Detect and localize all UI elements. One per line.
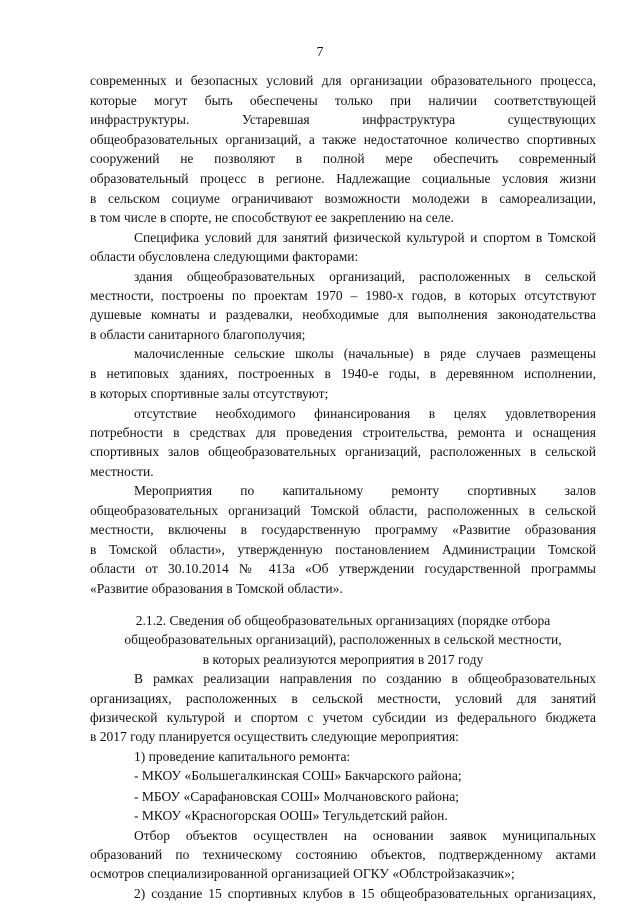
text-line: местности.	[90, 463, 154, 479]
text-line: в сельском социуме ограничивают возможности молодежи в самореализации,	[90, 190, 596, 206]
text-line: которые могут быть обеспечены только при наличии соответствующей	[90, 93, 596, 109]
text-line: образований по техническому состоянию объектов, подтвержденному актами	[90, 846, 596, 862]
section-heading-line: 2.1.2. Сведения об общеобразовательных организациях (порядке отбора	[135, 612, 551, 628]
text-line: области от 30.10.2014 № 413а «Об утверждении государственной программы	[90, 561, 596, 577]
text-line: потребности в средствах для проведения строительства, ремонта и оснащения	[90, 424, 596, 440]
text-line: спортивных залов общеобразовательных организаций, расположенных в сельской	[90, 443, 596, 459]
text-line: современных и безопасных условий для организации образовательного процесса,	[90, 73, 596, 88]
text-line: душевые комнаты и раздевалки, необходимые для выполнения законодательства	[90, 307, 596, 323]
text-line: в Томской области», утвержденную постановлением Администрации Томской	[90, 542, 596, 558]
text-line: сооружений не позволяют в полной мере обеспечить современный	[90, 151, 596, 167]
list-item: - МКОУ «Красногорская ООШ» Тегульдетский район.	[134, 807, 448, 823]
text-line: «Развитие образования в Томской области».	[90, 580, 343, 596]
text-line: области обусловлена следующими факторами:	[90, 248, 359, 264]
text-line: малочисленные сельские школы (начальные) в ряде случаев размещены	[134, 346, 596, 362]
text-line: в которых спортивные залы отсутствуют;	[90, 385, 329, 401]
text-line: общеобразовательных организаций, а также недостаточное количество спортивных	[90, 132, 596, 148]
text-line: местности, включены в государственную программу «Развитие образования	[90, 522, 596, 538]
section-heading-line: в которых реализуются мероприятия в 2017 году	[202, 651, 484, 667]
text-line: общеобразовательных организаций Томской области, расположенных в сельской	[90, 503, 596, 519]
text-line: в том числе в спорте, не способствуют ее закреплению на селе.	[90, 209, 454, 225]
text-line: в 2017 году планируется осуществить следующие мероприятия:	[90, 729, 459, 745]
list-item: 1) проведение капитального ремонта:	[134, 749, 351, 765]
text-line: В рамках реализации направления по созданию в общеобразовательных	[134, 670, 596, 686]
list-item: - МКОУ «Большегалкинская СОШ» Бакчарского района;	[134, 768, 462, 784]
text-line: Специфика условий для занятий физической культурой и спортом в Томской	[134, 229, 596, 245]
text-line: организациях, расположенных в сельской местности, условий для занятий	[90, 691, 596, 706]
text-line: осмотров специализированной организацией ОГКУ «Облстройзаказчик»;	[90, 865, 515, 881]
page-number: 7	[316, 44, 324, 59]
list-item: - МБОУ «Сарафановская СОШ» Молчановского района;	[134, 788, 460, 804]
text-line: Отбор объектов осуществлен на основании заявок муниципальных	[134, 827, 596, 843]
text-line: инфраструктуры. Устаревшая инфраструктура существующих	[90, 112, 596, 128]
text-line: в нетиповых зданиях, построенных в 1940-е годы, в деревянном исполнении,	[90, 366, 596, 382]
text-line: Мероприятия по капитальному ремонту спортивных залов	[134, 483, 596, 498]
text-line: физической культурой и спортом с учетом субсидии из федерального бюджета	[90, 710, 596, 726]
text-line: здания общеобразовательных организаций, расположенных в сельской	[134, 269, 596, 284]
text-line: образовательный процесс в регионе. Надлежащие социальные условия жизни	[90, 170, 596, 186]
text-line: местности, построены по проектам 1970 – 1980-х годов, в которых отсутствуют	[90, 288, 596, 304]
section-heading-line: общеобразовательных организаций), расположенных в сельской местности,	[124, 631, 562, 647]
text-line: отсутствие необходимого финансирования в целях удовлетворения	[134, 405, 596, 421]
text-line: в области санитарного благополучия;	[90, 327, 306, 343]
list-item: 2) создание 15 спортивных клубов в 15 общеобразовательных организациях,	[134, 886, 596, 901]
